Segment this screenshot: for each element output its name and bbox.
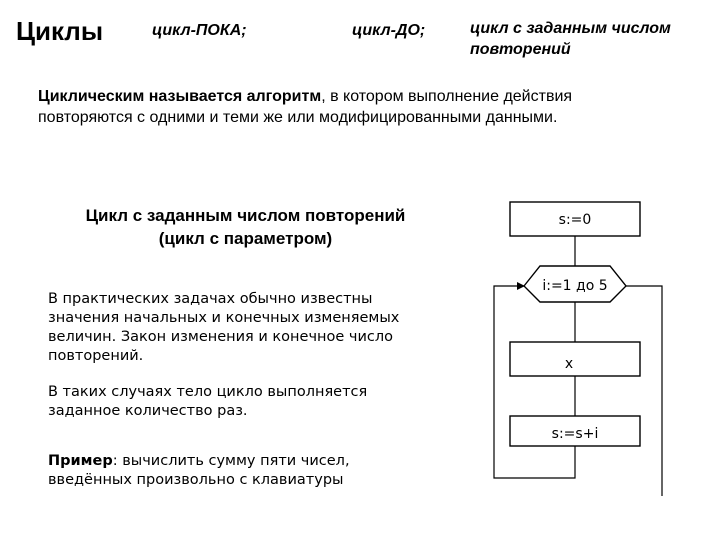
paragraph-2-line: В таких случаях тело цикло выполняется <box>48 384 368 400</box>
body-text: x <box>564 356 574 372</box>
definition-term: Циклическим называется алгоритм <box>38 88 322 105</box>
definition-line-2: повторяются с одними и теми же или модифицированными данными. <box>38 109 558 126</box>
loop-back-arrow <box>494 286 575 478</box>
loop-while-label: цикл-ПОКА; <box>152 22 247 39</box>
loop-count-line-2: повторений <box>470 41 571 58</box>
loop-until-label: цикл-ДО; <box>352 22 426 39</box>
paragraph-1-line: величин. Закон изменения и конечное число <box>48 329 393 345</box>
paragraph-1-line: В практических задачах обычно известны <box>48 291 373 307</box>
loop-text: i:=1 до 5 <box>542 278 608 294</box>
paragraph-1-line: значения начальных и конечных изменяемых <box>48 310 400 326</box>
section-title-line-2: (цикл с параметром) <box>158 229 333 248</box>
update-text: s:=s+i <box>551 426 599 442</box>
init-text: s:=0 <box>558 212 592 228</box>
section-title-line-1: Цикл с заданным числом повторений <box>85 206 406 225</box>
loop-exit-line <box>626 286 662 496</box>
paragraph-2-line: заданное количество раз. <box>48 403 248 419</box>
loop-count-line-1: цикл с заданным числом <box>470 20 671 37</box>
definition-text-1: , в котором выполнение действия <box>321 88 573 105</box>
example-label: Пример <box>48 453 113 469</box>
page-title: Циклы <box>16 16 104 46</box>
example-text: : вычислить сумму пяти чисел, <box>112 453 350 469</box>
example-line-2: введённых произвольно с клавиатуры <box>48 472 344 488</box>
body-block <box>510 342 640 376</box>
paragraph-1-line: повторений. <box>48 348 144 364</box>
